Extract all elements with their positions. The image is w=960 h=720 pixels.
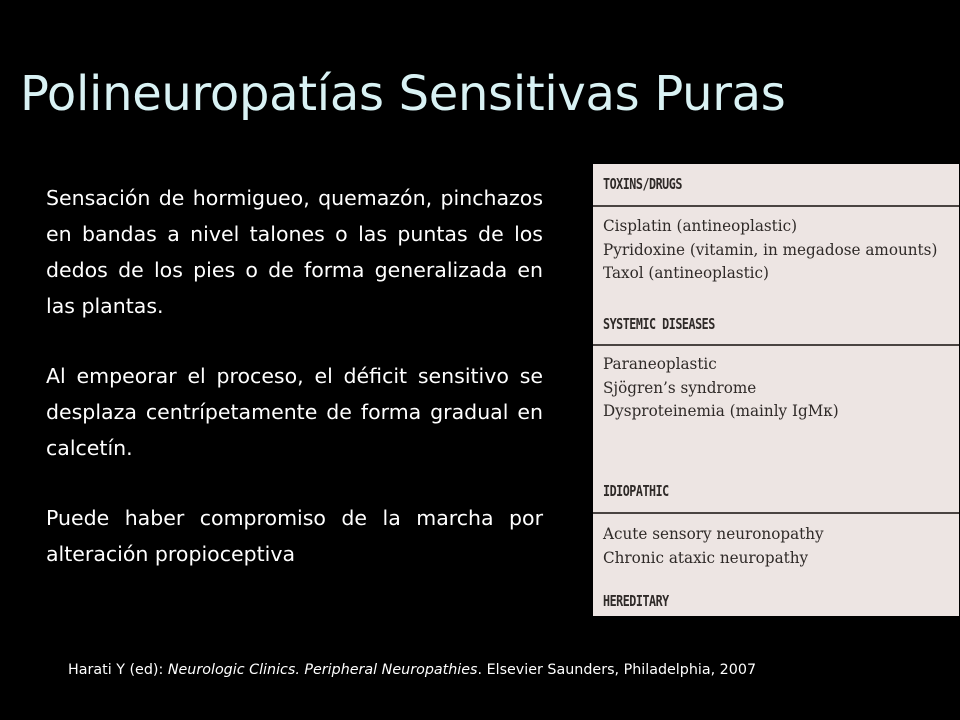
table-item: Sjögren’s syndrome (603, 377, 757, 397)
paragraph-progression: Al empeorar el proceso, el déficit sensitivo se desplaza centrípetamente de forma gradual en calcetín. (46, 364, 543, 460)
table-header-hereditary: HEREDITARY (603, 592, 669, 610)
table-item: Cisplatin (antineoplastic) (603, 216, 798, 235)
table-header-idiopathic: IDIOPATHIC (603, 482, 669, 500)
body-text (46, 180, 543, 606)
table-items-toxins (603, 214, 937, 285)
table-item: Taxol (antineoplastic) (603, 263, 769, 282)
table-item: Paraneoplastic (603, 354, 717, 373)
table-item: Acute sensory neuronopathy (603, 524, 824, 543)
table-header-systemic: SYSTEMIC DISEASES (603, 315, 715, 333)
table-divider (593, 344, 959, 346)
citation-prefix: Harati Y (ed): (68, 662, 168, 678)
table-items-systemic (603, 352, 839, 423)
citation-suffix: . Elsevier Saunders, Philadelphia, 2007 (477, 662, 757, 678)
slide-title: Polineuropatías Sensitivas Puras (20, 66, 786, 122)
citation (68, 662, 935, 678)
table-item: Pyridoxine (vitamin, in megadose amounts) (603, 239, 938, 259)
paragraph-symptoms: Sensación de hormigueo, quemazón, pinchazos en bandas a nivel talones o las puntas de los dedos de los pies o de forma generalizada en las plantas. (46, 186, 543, 318)
citation-journal: Neurologic Clinics. Peripheral Neuropathies (167, 662, 478, 678)
table-items-idiopathic (603, 522, 824, 569)
causes-table-image (593, 164, 959, 616)
table-item: Dysproteinemia (mainly IgMκ) (603, 401, 839, 420)
table-divider (593, 512, 959, 514)
paragraph-gait: Puede haber compromiso de la marcha por alteración propioceptiva (46, 506, 543, 566)
table-item: Chronic ataxic neuropathy (603, 547, 809, 567)
table-divider (593, 205, 959, 207)
table-header-toxins: TOXINS/DRUGS (603, 175, 682, 193)
